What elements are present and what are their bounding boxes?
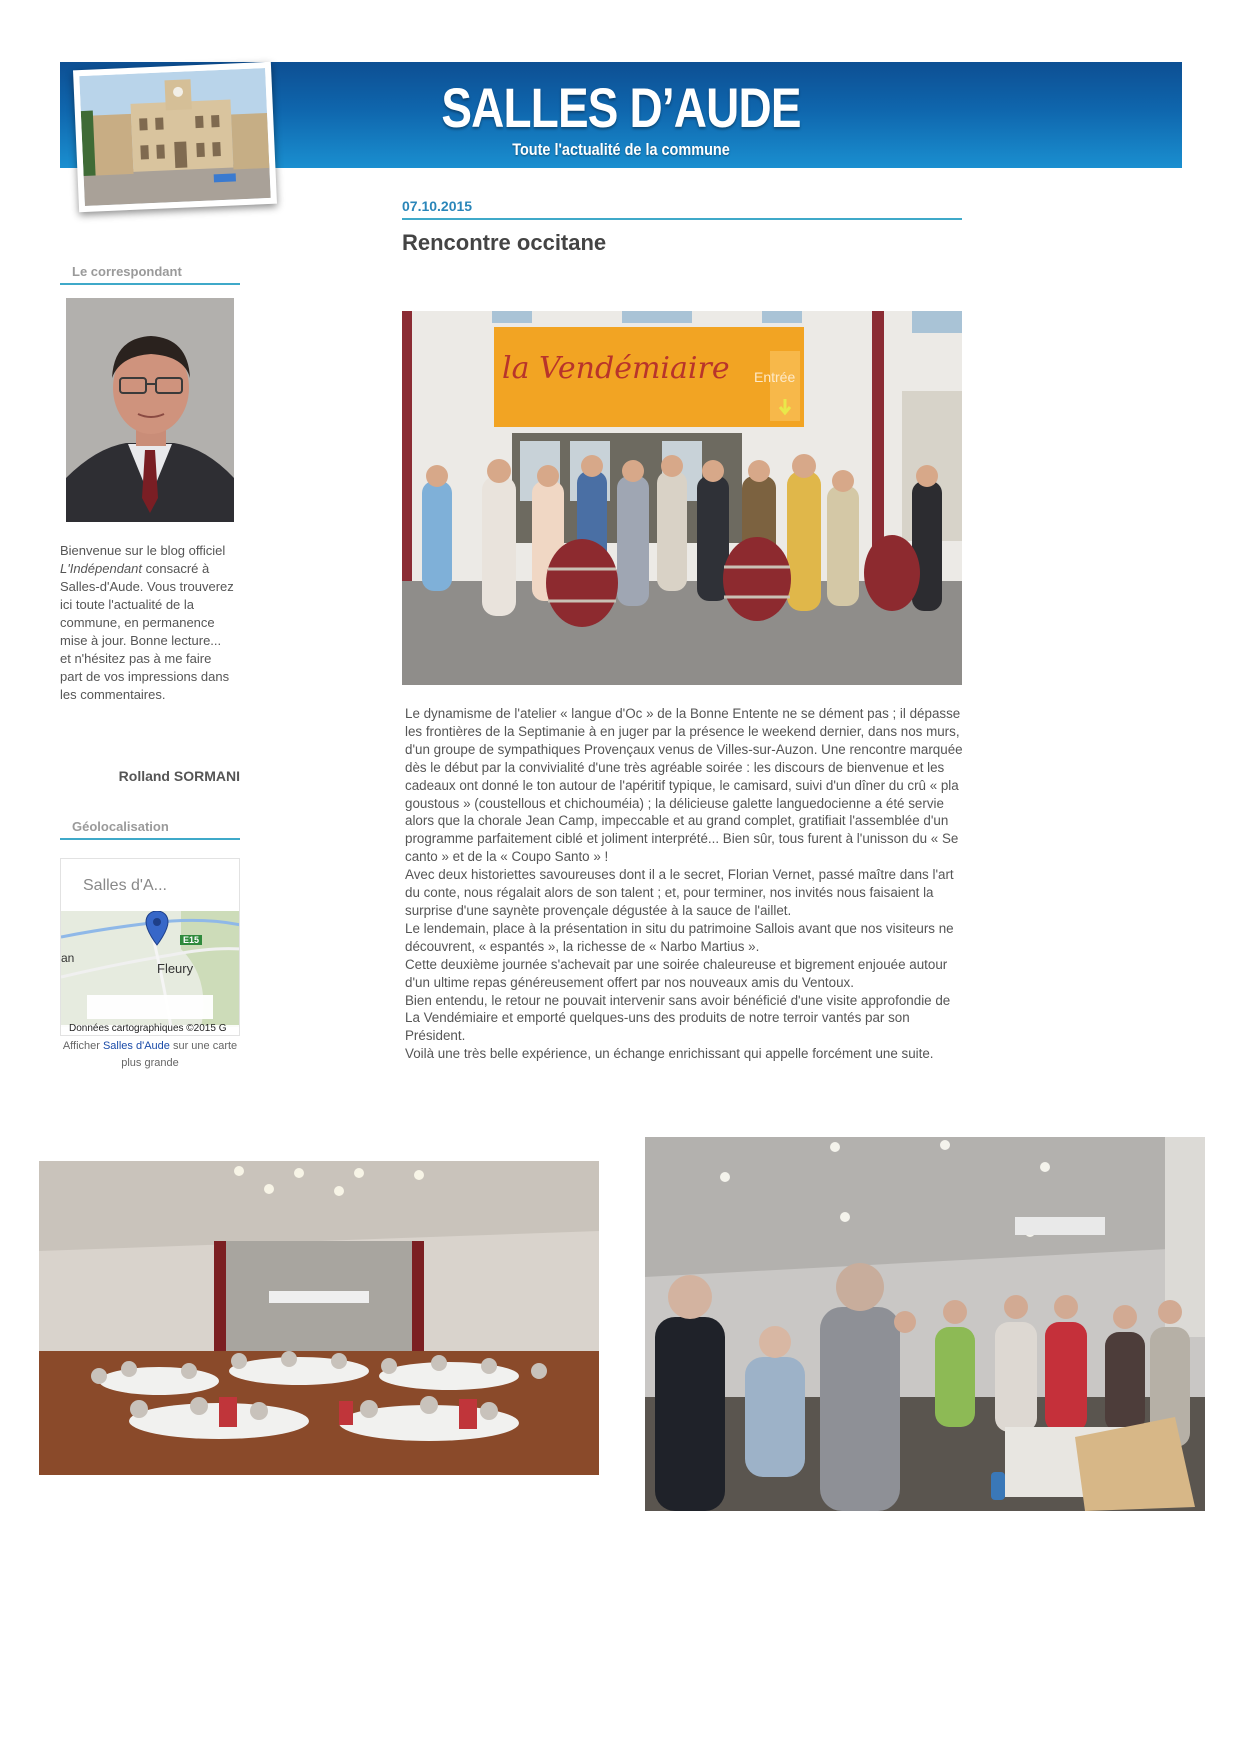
article-paragraph: Voilà une très belle expérience, un échange enrichissant qui appelle forcément une suite. bbox=[405, 1046, 934, 1062]
map-pin-icon bbox=[145, 911, 169, 952]
location-map[interactable] bbox=[60, 858, 240, 1036]
town-hall-photo bbox=[73, 62, 277, 213]
correspondent-portrait bbox=[66, 298, 234, 522]
map-caption bbox=[60, 1038, 240, 1072]
post-date: 07.10.2015 bbox=[402, 198, 962, 220]
article-paragraph: Avec deux historiettes savoureuses dont il a le secret, Florian Vernet, passé maître dans l'art du conte, nous régalait alors de son talent ; et, pour terminer, nos invités nous faisaient la surprise d'une saynète provençale dégustée à la sauce de l'aillet. bbox=[405, 867, 954, 918]
correspondent-signature: Rolland SORMANI bbox=[118, 768, 240, 784]
banquet-hall-photo bbox=[39, 1161, 599, 1475]
larger-map-link[interactable]: Salles d'Aude bbox=[102, 1040, 170, 1052]
geolocation-heading: Géolocalisation bbox=[60, 819, 240, 840]
article-paragraph: Le lendemain, place à la présentation in situ du patrimoine Sallois avant que nos visiteurs ne découvrent, « espantés », la richesse de « Narbo Martius ». bbox=[405, 920, 954, 954]
reception-crowd-photo bbox=[645, 1137, 1205, 1511]
site-subtitle: Toute l'actualité de la commune bbox=[512, 140, 730, 159]
site-title: SALLES D’AUDE bbox=[441, 76, 801, 139]
photo-sign-entry: Entrée bbox=[754, 369, 796, 385]
article-paragraph: Cette deuxième journée s'achevait par une soirée chaleureuse et bigrement enjouée autour d'un ultime repas généreusement offert par nos nouveaux amis du Ventoux. bbox=[405, 956, 948, 990]
article-body bbox=[405, 705, 967, 1063]
photo-shop-sign: la Vendémiaire bbox=[502, 351, 730, 386]
bio-text-end: consacré à Salles-d'Aude. Vous trouverez ici toute l'actualité de la commune, en permanence mise à jour. Bonne lecture... et n'hésitez pas à me faire part de vos impressions dans les commentaires. bbox=[60, 561, 234, 702]
article-paragraph: Le dynamisme de l'atelier « langue d'Oc » de la Bonne Entente ne se dément pas ; il dépasse les frontières de la Septimanie à en juger par la présence le weekend dernier, dans nos murs, d'un groupe de sympathiques Provençaux venus de Villes-sur-Auzon. Une rencontre marquée dès le début par la convivialité d'une très agréable soirée : les discours de bienvenue et les cadeaux ont donné le ton autour de l'apéritif typique, le camisard, suivi d'un dîner du crû « pla goustous » (coustellous et chichouméia) ; la délicieuse galette languedocienne a été servie alors que la chorale Jean Camp, impeccable et au grand complet, gratifiait l'assemblée d'un programme parfaitement ciblé et joliment interprété... Bien sûr, tous furent à l'unisson du « Se canto » et de la « Coupo Santo » ! bbox=[405, 706, 963, 865]
bio-text-start: Bienvenue sur le blog officiel bbox=[60, 543, 226, 558]
map-caption-prefix: Afficher bbox=[62, 1040, 103, 1052]
map-attribution: Données cartographiques ©2015 G bbox=[69, 1023, 227, 1034]
article-paragraph: Bien entendu, le retour ne pouvait intervenir sans avoir bénéficié d'une visite approfondie de La Vendémiaire et emporté quelques-uns des produits de notre terroir vantés par son Président. bbox=[405, 992, 951, 1044]
map-place-label-left: an bbox=[61, 951, 75, 965]
map-caption-suffix: sur une carte plus grande bbox=[121, 1040, 238, 1069]
map-road-badge: E15 bbox=[180, 935, 202, 945]
group-photo-vendemiaire bbox=[402, 311, 962, 685]
map-place-label: Fleury bbox=[157, 961, 194, 976]
blog-bio bbox=[60, 542, 235, 704]
post-title[interactable]: Rencontre occitane bbox=[402, 230, 607, 255]
bio-newspaper-name: L'Indépendant bbox=[60, 561, 143, 576]
correspondent-heading: Le correspondant bbox=[60, 264, 240, 285]
map-search-label: Salles d'A... bbox=[83, 877, 167, 894]
